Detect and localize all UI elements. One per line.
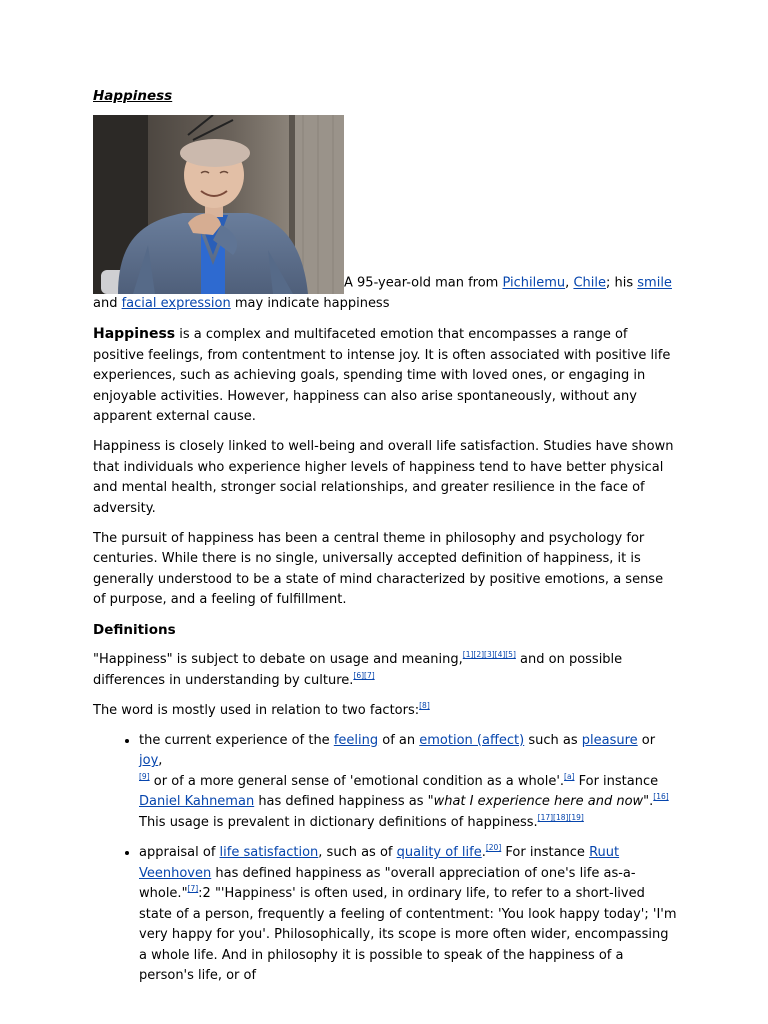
quoted-definition: what I experience here and now (433, 794, 644, 809)
link-life-satisfaction[interactable]: life satisfaction (219, 845, 319, 860)
link-facial-expression[interactable]: facial expression (121, 296, 231, 311)
link-pleasure[interactable]: pleasure (581, 732, 638, 748)
text: The word is mostly used in relation to two factors: (93, 702, 420, 718)
photo-old-man-smiling (93, 115, 344, 294)
citation-20[interactable]: [20] (485, 843, 502, 852)
caption-text: may indicate happiness (230, 296, 390, 311)
link-emotion-affect[interactable]: emotion (affect) (419, 732, 525, 748)
text: For instance (501, 845, 590, 860)
list-item (139, 731, 677, 834)
factors-list (93, 731, 677, 987)
link-quality-of-life[interactable]: quality of life (396, 845, 482, 860)
intro-text: is a complex and multifaceted emotion that encompasses a range of positive feelings, from contentment to intense joy. It is often associated with positive life experiences, such as achieving goals, spending time with loved ones, or engaging in enjoyable activities. However, happiness can also arise spontaneously, without any apparent external cause. (93, 327, 671, 424)
text: , (158, 753, 163, 768)
text: :2 "'Happiness' is often used, in ordinary life, to refer to a short-lived state of a person, frequently a feeling of contentment: 'You look happy today'; 'I'm very happy for you'. Philosophically, its scope is more often wider, encompassing a whole life. And in philosophy it is possible to speak of the happiness of a person's life, or of (139, 886, 677, 983)
citation-8[interactable]: [8] (419, 700, 430, 710)
link-smile[interactable]: smile (637, 275, 672, 291)
paragraph-pursuit: The pursuit of happiness has been a central theme in philosophy and psychology for centuries. While there is no single, universally accepted definition of happiness, it is generally understood to be a state of mind characterized by positive emotions, a sense of purpose, and a feeling of fulfillment. (93, 530, 664, 607)
section-heading-definitions: Definitions (93, 622, 176, 638)
text: ". (643, 794, 654, 809)
document-body (93, 86, 677, 997)
text: such as (524, 732, 582, 748)
intro-lead-term: Happiness (93, 326, 176, 342)
link-chile[interactable]: Chile (573, 275, 606, 291)
paragraph-definitions-debate (93, 650, 677, 691)
intro-paragraph (93, 324, 677, 428)
caption-text: and (93, 296, 122, 311)
citation-17-19[interactable]: [17][18][19] (537, 812, 584, 822)
text: or of a more general sense of 'emotional condition as a whole'. (149, 773, 565, 789)
link-pichilemu[interactable]: Pichilemu (502, 275, 566, 291)
link-feeling[interactable]: feeling (333, 732, 379, 748)
text: has defined happiness as "overall appreciation of one's life as-a-whole." (139, 865, 636, 901)
caption-separator: , (565, 275, 574, 291)
citation-7[interactable]: [7] (187, 884, 199, 893)
citation-1-5[interactable]: [1][2][3][4][5] (462, 650, 516, 659)
citation-16[interactable]: [16] (653, 792, 669, 801)
paragraph-two-factors (93, 701, 677, 722)
list-item (139, 843, 677, 987)
text: has defined happiness as " (254, 794, 434, 809)
text: This usage is prevalent in dictionary definitions of happiness. (139, 814, 538, 830)
text: the current experience of the (139, 732, 334, 748)
paragraph-wellbeing: Happiness is closely linked to well-being and overall life satisfaction. Studies have shown that individuals who experience higher levels of happiness tend to have better physical and mental health, stronger social relationships, and greater resilience in the face of adversity. (93, 439, 674, 516)
citation-6-7[interactable]: [6][7] (353, 670, 375, 680)
text: appraisal of (139, 845, 220, 860)
text: of an (378, 732, 420, 748)
link-joy[interactable]: joy (139, 753, 159, 768)
text: or (637, 732, 656, 748)
text: . (481, 845, 486, 860)
link-daniel-kahneman[interactable]: Daniel Kahneman (139, 794, 255, 809)
caption-text: A 95-year-old man from (344, 275, 503, 291)
text: and on possible differences in understanding by culture. (93, 652, 623, 688)
citation-a[interactable]: [a] (564, 771, 575, 781)
caption-text: ; his (605, 275, 638, 291)
figure-with-caption (93, 115, 677, 315)
text: For instance (574, 773, 659, 789)
text: , such as of (318, 845, 397, 860)
page-title: Happiness (93, 88, 173, 104)
link-ruut-veenhoven[interactable]: Ruut Veenhoven (139, 845, 620, 881)
citation-9[interactable]: [9] (139, 771, 150, 781)
text: "Happiness" is subject to debate on usage and meaning, (93, 652, 463, 667)
